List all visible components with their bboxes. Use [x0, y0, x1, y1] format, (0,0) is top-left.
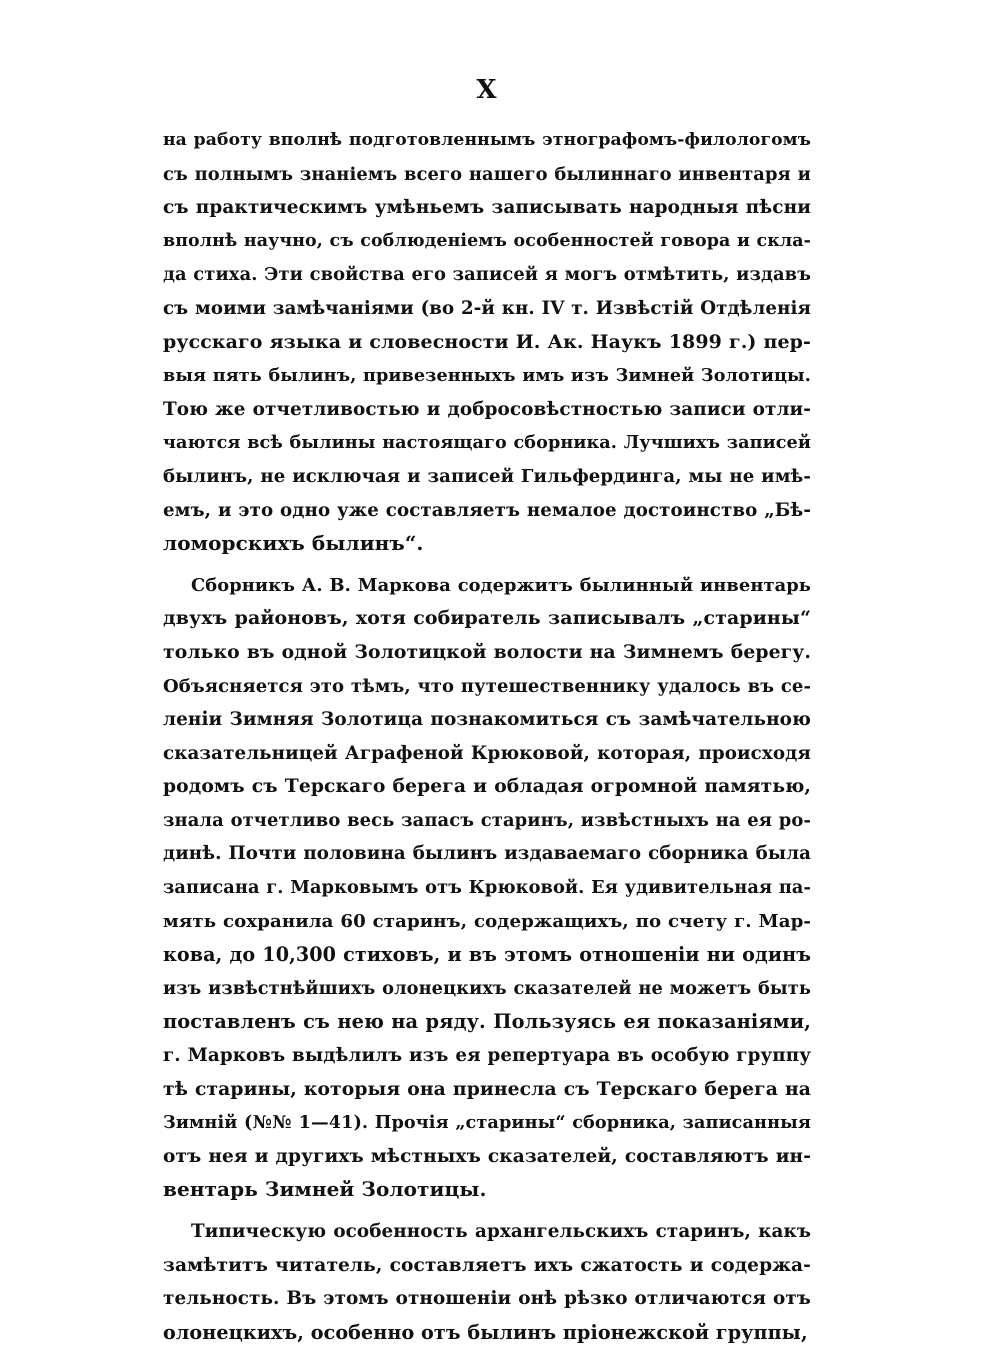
text-line: да стиха. Эти свойства его записей я могъ отмѣтить, издавъ — [163, 264, 811, 286]
text-line: записана г. Марковымъ отъ Крюковой. Ея удивительная па- — [163, 877, 811, 899]
text-line: вполнѣ научно, съ соблюденіемъ особенностей говора и скла- — [163, 230, 811, 251]
text-line: отъ нея и другихъ мѣстныхъ сказателей, составляютъ ин- — [163, 1145, 811, 1167]
paragraph — [163, 1215, 811, 1349]
text-line: знала отчетливо весь запасъ старинъ, извѣстныхъ на ея ро- — [163, 809, 811, 831]
text-line: ломорскихъ былинъ“. — [163, 531, 424, 556]
text-line: замѣтитъ читатель, составляетъ ихъ сжатость и содержа- — [163, 1254, 811, 1276]
text-line: динѣ. Почти половина былинъ издаваемаго сборника была — [163, 843, 811, 865]
text-line: на работу вполнѣ подготовленнымъ этнографомъ-филологомъ — [163, 130, 811, 150]
text-line: поставленъ съ нею на ряду. Пользуясь ея показаніями, — [163, 1010, 811, 1034]
text-line: родомъ съ Терскаго берега и обладая огромной памятью, — [163, 775, 811, 798]
text-line: г. Марковъ выдѣлилъ изъ ея репертуара въ особую группу — [163, 1045, 811, 1067]
text-line: емъ, и это одно уже составляетъ немалое достоинство „Бѣ- — [163, 499, 811, 521]
text-line: тельность. Въ этомъ отношеніи онѣ рѣзко отличаются отъ — [163, 1288, 811, 1310]
text-line: мять сохранила 60 старинъ, содержащихъ, по счету г. Мар- — [163, 910, 811, 932]
text-line: только въ одной Золотицкой волости на Зимнемъ берегу. — [163, 640, 811, 663]
text-line: вентарь Зимней Золотицы. — [163, 1177, 487, 1202]
body-text — [163, 124, 811, 1349]
text-line: Сборникъ А. В. Маркова содержитъ былинный инвентарь — [191, 574, 811, 596]
book-page — [163, 70, 811, 1349]
text-line: чаются всѣ былины настоящаго сборника. Лучшихъ записей — [163, 432, 811, 454]
text-line: Зимній (№№ 1—41). Прочія „старины“ сборника, записанныя — [163, 1112, 811, 1134]
text-line: двухъ районовъ, хотя собиратель записывалъ „старины“ — [163, 607, 811, 630]
text-line: олонецкихъ, особенно отъ былинъ пріонежской группы, — [163, 1320, 808, 1344]
text-line: русскаго языка и словесности И. Ак. Наукъ 1899 г.) пер- — [163, 330, 811, 353]
text-line: Тою же отчетливостью и добросовѣстностью записи отли- — [163, 398, 811, 420]
text-line: сказательницей Аграфеной Крюковой, которая, происходя — [163, 742, 811, 764]
text-line: леніи Зимняя Золотица познакомиться съ замѣчательною — [163, 709, 811, 731]
text-line: выя пять былинъ, привезенныхъ имъ изъ Зимней Золотицы. — [163, 365, 811, 387]
text-line: Объясняется это тѣмъ, что путешественнику удалось въ се- — [163, 675, 811, 697]
text-line: былинъ, не исключая и записей Гильфердинга, мы не имѣ- — [163, 465, 811, 487]
paragraph — [163, 569, 811, 1207]
page-number: X — [476, 75, 498, 105]
text-line: съ моими замѣчаніями (во 2-й кн. IV т. Извѣстій Отдѣленія — [163, 297, 811, 319]
text-line: изъ извѣстнѣйшихъ олонецкихъ сказателей не можетъ быть — [163, 977, 811, 999]
text-line: тѣ старины, которыя она принесла съ Терскаго берега на — [163, 1077, 811, 1100]
text-line: кова, до 10,300 стиховъ, и въ этомъ отношеніи ни одинъ — [163, 943, 811, 967]
text-line: Типическую особенность архангельскихъ старинъ, какъ — [191, 1221, 811, 1242]
text-line: съ практическимъ умѣньемъ записывать народныя пѣсни — [163, 197, 811, 219]
paragraph — [163, 124, 811, 561]
text-line: съ полнымъ знаніемъ всего нашего былиннаго инвентаря и — [163, 163, 811, 185]
